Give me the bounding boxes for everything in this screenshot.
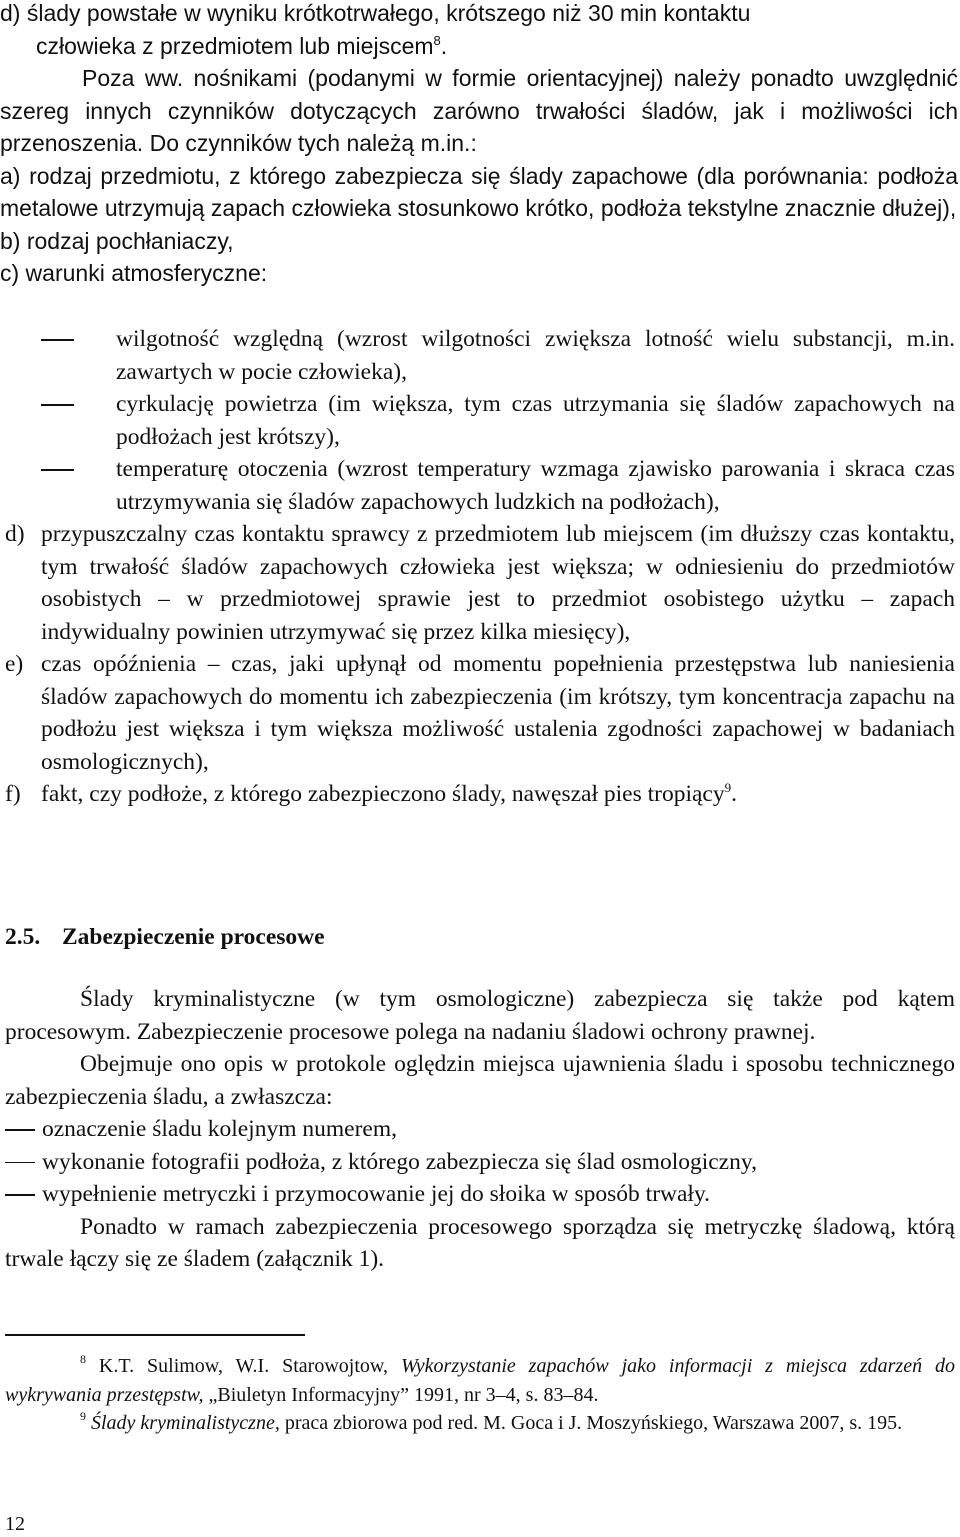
footnote-9-source: praca zbiorowa pod red. M. Goca i J. Moszyńskiego, Warszawa 2007, s. 195. (284, 1412, 903, 1434)
page-number: 12 (5, 1513, 25, 1535)
list-item-e (5, 648, 955, 778)
footnote-ref-8: 8 (433, 32, 441, 48)
list-item-d-prev-line: d) ślady powstałe w wyniku krótkotrwałego, krótszego niż 30 min kontaktu (0, 0, 751, 26)
footnote-8 (5, 1352, 955, 1409)
footnote-8-source: „Biuletyn Informacyjny” 1991, nr 3–4, s. 83–84. (208, 1383, 599, 1406)
list-item-d (5, 518, 955, 648)
bullet-item: wykonanie fotografii podłoża, z którego zabezpiecza się ślad osmologiczny, (5, 1146, 955, 1179)
list-item-f (5, 778, 955, 811)
paragraph-3: Ponadto w ramach zabezpieczenia procesowego sporządza się metryczkę śladową, którą trwale łączy się ze śladem (załącznik 1). (5, 1213, 955, 1272)
footnote-9-title: Ślady kryminalistyczne, (91, 1412, 280, 1434)
list-marker-f: f) (5, 781, 21, 807)
list-item-e-text: czas opóźnienia – czas, jaki upłynął od momentu popełnienia przestępstwa lub naniesienia śladów zapachowych do momentu ich zabezpieczenia (im krótszy, tym koncentracja zapachu na podłożu jest większa i tym większa możliwość ustalenia zgodności zapachowej w badaniach osmologicznych), (41, 651, 955, 775)
section-heading (5, 922, 325, 952)
dash-item-humidity: wilgotność względną (wzrost wilgotności zwiększa lotność wielu substancji, m.in. zawartych w pocie człowieka), (41, 323, 955, 388)
section-number: 2.5. (5, 924, 41, 950)
dash-item-temperature: temperaturę otoczenia (wzrost temperatury wzmaga zjawisko parowania i skraca czas utrzymywania się śladów zapachowych ludzkich na podłożach), (41, 453, 955, 518)
list-marker-d: d) (5, 521, 25, 547)
list-item-d-text: przypuszczalny czas kontaktu sprawcy z przedmiotem lub miejscem (im dłuższy czas kontaktu, tym trwałość śladów zapachowych człowieka jest większa; w odniesieniu do przedmiotów osobistych – w przedmiotowej sprawie jest to przedmiot osobistego użytku – zapach indywidualny powinien utrzymywać się przez kilka miesięcy), (41, 521, 955, 645)
dash-item-air-circulation: cyrkulację powietrza (im większa, tym czas utrzymania się śladów zapachowych na podłożach jest krótszy), (41, 388, 955, 453)
list-marker-e: e) (5, 651, 24, 677)
list-item-f-text: fakt, czy podłoże, z którego zabezpieczono ślady, nawęszał pies tropiący (41, 781, 725, 807)
list-item-c: c) warunki atmosferyczne: (0, 260, 268, 286)
list-item-d-prev-cont: człowieka z przedmiotem lub miejscem (36, 32, 434, 59)
list-item-d-prev (0, 0, 958, 62)
section-title: Zabezpieczenie procesowe (62, 924, 325, 950)
footnote-ref-9: 9 (724, 780, 732, 795)
footnote-8-mark: 8 (80, 1352, 86, 1366)
footnotes (5, 1352, 955, 1438)
footnote-9-mark: 9 (80, 1409, 86, 1423)
list-item-b: b) rodzaj pochłaniaczy, (0, 227, 234, 254)
footnote-8-title: Wykorzystanie zapachów jako informacji z miejsca zdarzeń do wykrywania przestępstw, (5, 1355, 956, 1406)
list-item-d-prev-end: . (440, 32, 448, 59)
list-item-a: a) rodzaj przedmiotu, z którego zabezpiecza się ślady zapachowe (dla porównania: podłoża metalowe utrzymują zapach człowieka stosunkowo krótko, podłoża tekstylne znacznie dłużej), (0, 162, 958, 221)
footnote-8-authors: K.T. Sulimow, W.I. Starowojtow, (98, 1355, 389, 1377)
footnote-9 (5, 1409, 955, 1438)
bullet-item: oznaczenie śladu kolejnym numerem, (5, 1113, 955, 1146)
top-section (0, 0, 958, 290)
paragraph: Poza ww. nośnikami (podanymi w formie orientacyjnej) należy ponadto uwzględnić szereg innych czynników dotyczących zarówno trwałości śladów, jak i możliwości ich przenoszenia. Do czynników tych należą m.in.: (0, 65, 958, 156)
paragraph-2: Obejmuje ono opis w protokole oględzin miejsca ujawnienia śladu i sposobu technicznego zabezpieczenia śladu, a zwłaszcza: (5, 1051, 955, 1110)
serif-section (5, 323, 955, 811)
paragraph-1: Ślady kryminalistyczne (w tym osmologiczne) zabezpiecza się także pod kątem procesowym. Zabezpieczenie procesowe polega na nadaniu śladowi ochrony prawnej. (5, 986, 955, 1045)
list-item-f-end: . (731, 781, 737, 807)
section-body (5, 983, 955, 1276)
bullet-item: wypełnienie metryczki i przymocowanie jej do słoika w sposób trwały. (5, 1178, 955, 1211)
footnote-separator (5, 1334, 305, 1336)
